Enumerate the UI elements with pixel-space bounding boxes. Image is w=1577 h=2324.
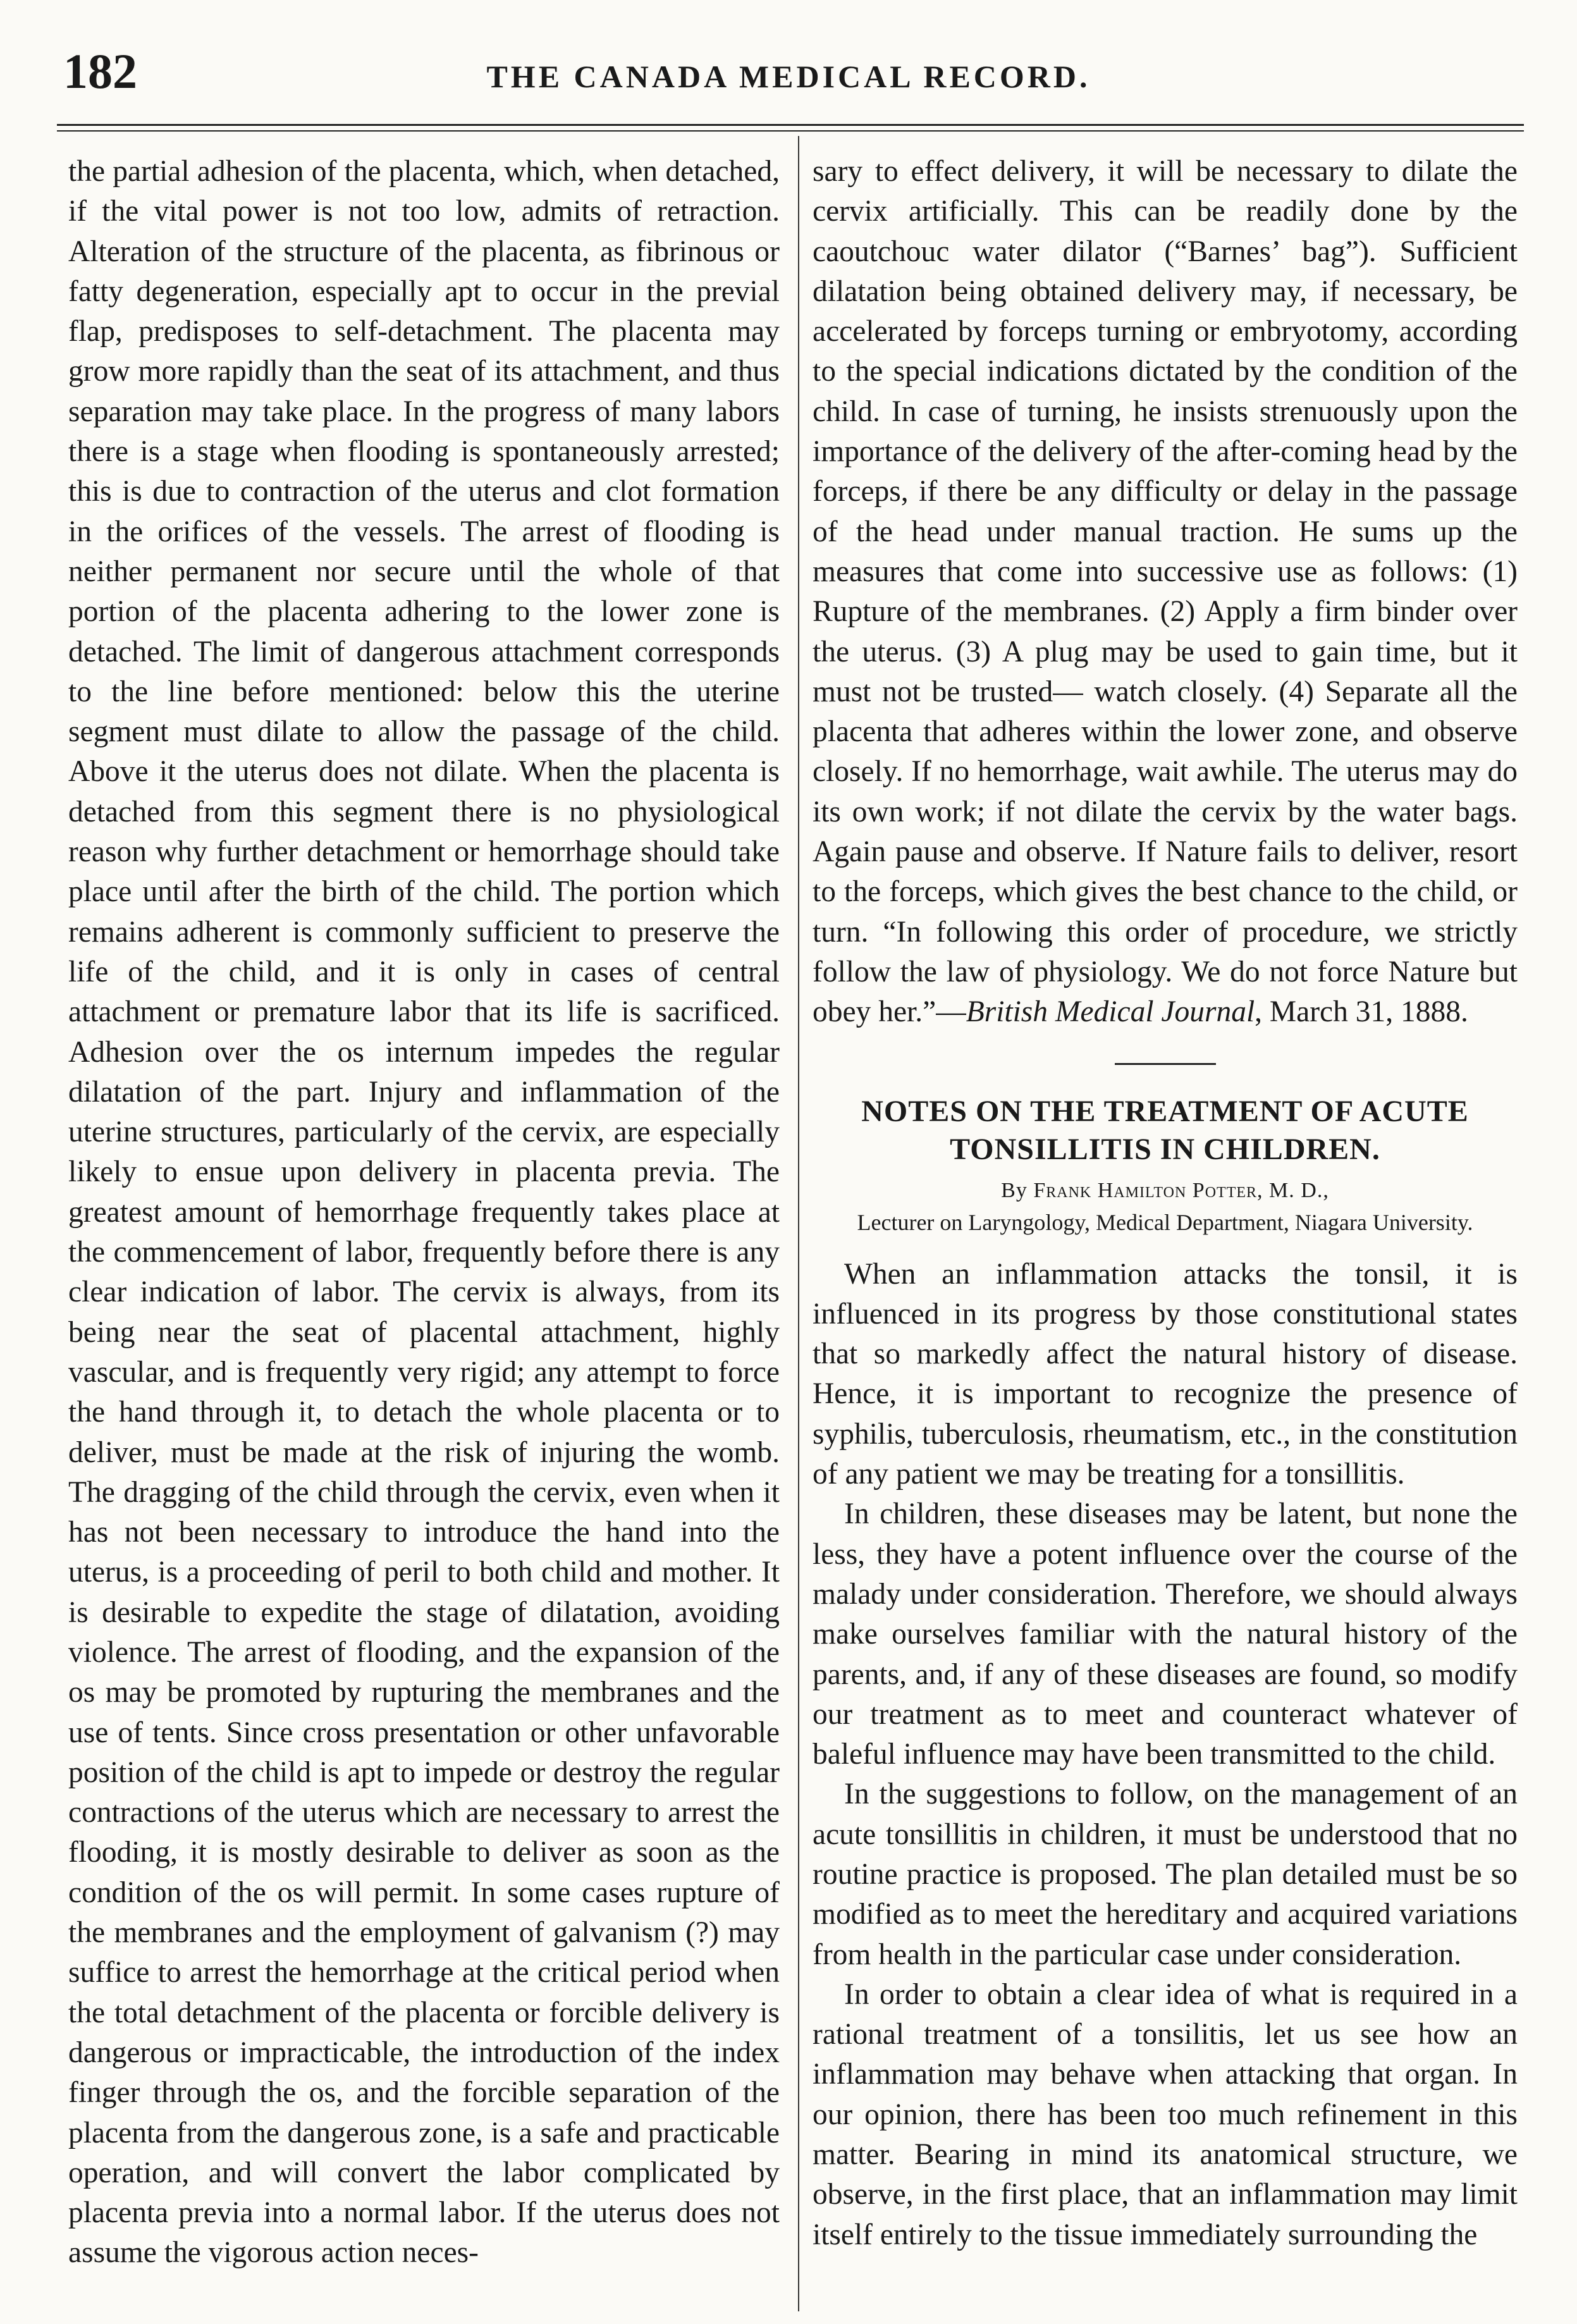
section-separator — [1115, 1063, 1216, 1065]
author-degree: , M. D., — [1257, 1178, 1329, 1202]
header-rule-secondary — [57, 130, 1524, 132]
author-affiliation: Lecturer on Laryngology, Medical Department, Niagara University. — [857, 1209, 1473, 1235]
page-number: 182 — [63, 44, 137, 99]
header-rule — [57, 124, 1524, 126]
left-column — [68, 152, 780, 2273]
article-title: NOTES ON THE TREATMENT OF ACUTE TONSILLITIS IN CHILDREN. — [861, 1094, 1469, 1166]
article-paragraph-1: When an inflammation attacks the tonsil, it is influenced in its progress by those constitutional states that so markedly affect the natural history of disease. Hence, it is important to recognize the presence of syphilis, tuberculosis, rheumatism, etc., in the constitution of any patient we may be treating for a tonsillitis. — [813, 1257, 1518, 1491]
article-byline — [813, 1175, 1518, 1207]
citation-journal: British Medical Journal — [966, 995, 1255, 1029]
continued-paragraph — [813, 152, 1518, 1033]
page-header — [25, 38, 1552, 108]
continued-text: sary to effect delivery, it will be necessary to dilate the cervix artificially. This can be readily done by the caoutchouc water dilator (“Barnes’ bag”). Sufficient dilatation being obtained delivery may, if necessary, be accelerated by forceps turning or embryotomy, according to the special indications dictated by the condition of the child. In case of turning, he insists strenuously upon the importance of the delivery of the after-coming head by the forceps, if there be any difficulty or delay in the passage of the head under manual traction. He sums up the measures that come into successive use as follows: (1) Rupture of the membranes. (2) Apply a firm binder over the uterus. (3) A plug may be used to gain time, but it must not be trusted— watch closely. (4) Separate all the placenta that adheres within the lower zone, and observe closely. If no hemorrhage, wait awhile. The uterus may do its own work; if not dilate the cervix by the water bags. Again pause and observe. If Nature fails to deliver, resort to the forceps, which gives the best chance to the child, or turn. “In following this order of procedure, we strictly follow the law of physiology. We do not force Nature but obey her.”— — [813, 155, 1518, 1029]
article-paragraph-3: In the suggestions to follow, on the management of an acute tonsillitis in children, it must be understood that no routine practice is proposed. The plan detailed must be so modified as to meet the hereditary and acquired variations from health in the particular case under consideration. — [813, 1778, 1518, 1971]
article-paragraph-2: In children, these diseases may be latent, but none the less, they have a potent influence over the course of the malady under consideration. Therefore, we should always make ourselves familiar with the natural history of the parents, and, if any of these diseases are found, so modify our treatment as to meet and counteract whatever of baleful influence may have been transmitted to the child. — [813, 1497, 1518, 1771]
author-name: Frank Hamilton Potter — [1033, 1178, 1258, 1202]
article-paragraph-4: In order to obtain a clear idea of what is required in a rational treatment of a tonsilitis, let us see how an inflammation may behave when attacking that organ. In our opinion, there has been too much refinement in this matter. Bearing in mind its anatomical structure, we observe, in the first place, that an inflammation may limit itself entirely to the tissue immediately surrounding the — [813, 1977, 1518, 2251]
left-column-paragraph: the partial adhesion of the placenta, which, when detached, if the vital power is not too low, admits of retraction. Alteration of the structure of the placenta, as fibrinous or fatty degeneration, especially apt to occur in the previal flap, predisposes to self-detachment. The placenta may grow more rapidly than the seat of its attachment, and thus separation may take place. In the progress of many labors there is a stage when flooding is spontaneously arrested; this is due to contraction of the uterus and clot formation in the orifices of the vessels. The arrest of flooding is neither permanent nor secure until the whole of that portion of the placenta adhering to the lower zone is detached. The limit of dangerous attachment corresponds to the line before mentioned: below this the uterine segment must dilate to allow the passage of the child. Above it the uterus does not dilate. When the placenta is detached from this segment there is no physiological reason why further detachment or hemorrhage should take place until after the birth of the child. The portion which remains adherent is commonly sufficient to preserve the life of the child, and it is only in cases of central attachment or premature labor that its life is sacrificed. Adhesion over the os internum impedes the regular dilatation of the part. Injury and inflammation of the uterine structures, particularly of the cervix, are especially likely to ensue upon delivery in placenta previa. The greatest amount of hemorrhage frequently takes place at the commencement of labor, frequently before there is any clear indication of labor. The cervix is always, from its being near the seat of placental attachment, highly vascular, and is frequently very rigid; any attempt to force the hand through it, to detach the whole placenta or to deliver, must be made at the risk of injuring the womb. The dragging of the child through the cervix, even when it has not been necessary to introduce the hand into the uterus, is a proceeding of peril to both child and mother. It is desirable to expedite the stage of dilatation, avoiding violence. The arrest of flooding, and the expansion of the os may be promoted by rupturing the membranes and the use of tents. Since cross presentation or other unfavorable position of the child is apt to impede or destroy the regular contractions of the uterus which are necessary to arrest the flooding, it is mostly desirable to deliver as soon as the condition of the os will permit. In some cases rupture of the membranes and the employment of galvanism (?) may suffice to arrest the hemorrhage at the critical period when the total detachment of the placenta or forcible delivery is dangerous or impracticable, the introduction of the index finger through the os, and the forcible separation of the placenta from the dangerous zone, is a safe and practicable operation, and will convert the labor complicated by placenta previa into a normal labor. If the uterus does not assume the vigorous action neces- — [68, 155, 780, 2270]
right-column — [813, 152, 1518, 2255]
citation-date: , March 31, 1888. — [1255, 995, 1468, 1029]
running-title: THE CANADA MEDICAL RECORD. — [486, 59, 1091, 94]
byline-prefix: By — [1001, 1178, 1028, 1202]
column-divider — [798, 136, 799, 2311]
